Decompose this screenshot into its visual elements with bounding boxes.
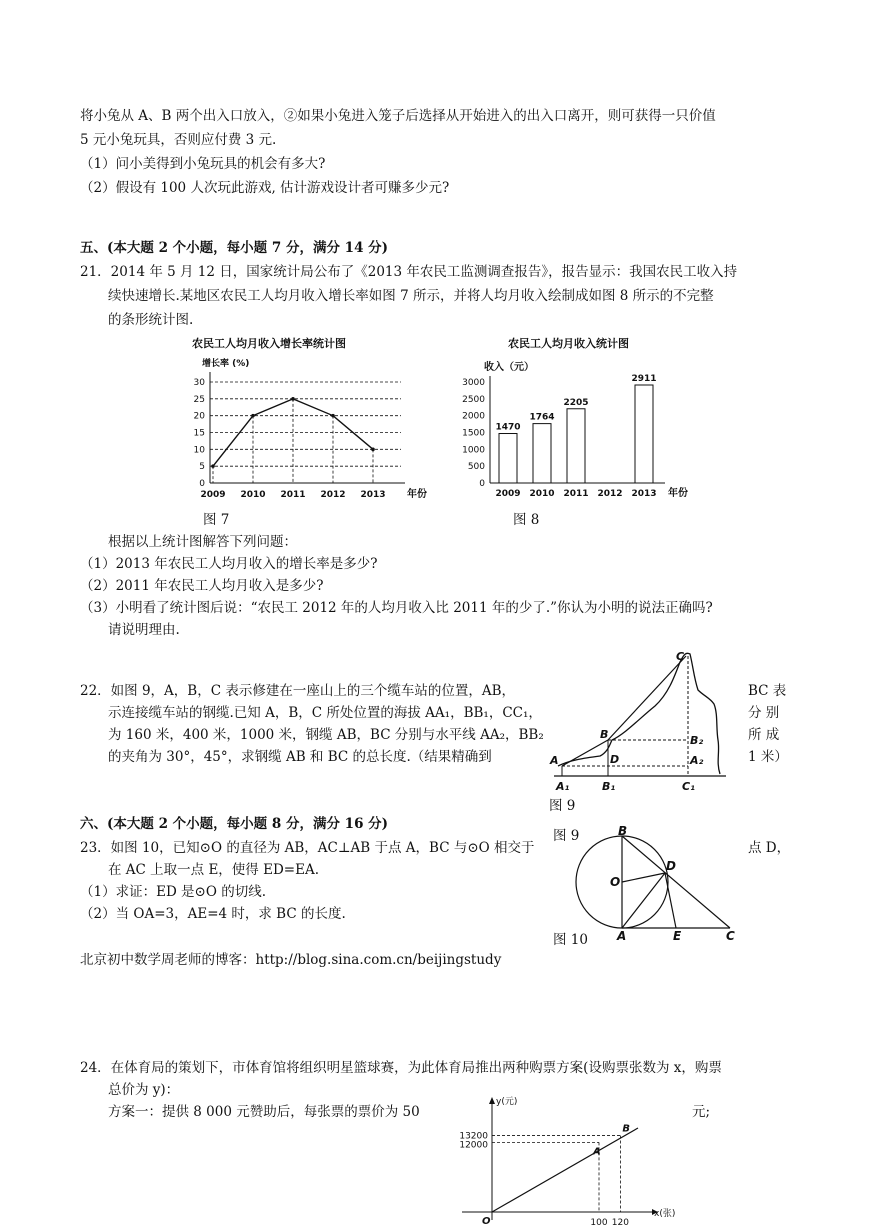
y-tick-label: 1500	[462, 428, 485, 439]
data-point	[291, 397, 295, 401]
problem-21-line: 21．2014 年 5 月 12 日，国家统计局公布了《2013 年农民工监测调查报告》，报告显示：我国农民工收入持	[80, 264, 738, 280]
label-d: D	[666, 859, 676, 873]
y-tick-label: 15	[193, 428, 205, 439]
ticket-price-graph	[440, 1092, 690, 1228]
problem-22-line: 的夹角为 30°，45°，求钢缆 AB 和 BC 的总长度.（结果精确到	[108, 749, 492, 765]
question-3-cont: 请说明理由.	[108, 622, 180, 638]
bar	[635, 385, 653, 483]
y-tick-label: 30	[193, 378, 205, 388]
y-axis-label: 收入（元）	[484, 362, 534, 373]
figure-10-caption: 图 10	[553, 932, 588, 948]
data-point	[331, 414, 335, 418]
chart-title: 农民工人均月收入统计图	[508, 337, 629, 350]
x-tick-label: 2011	[563, 489, 589, 499]
chart-title: 农民工人均月收入增长率统计图	[192, 337, 346, 350]
data-point	[371, 448, 375, 452]
segment-bc	[622, 836, 730, 928]
x-tick-label: 2010	[529, 489, 555, 499]
y-tick-label: 13200	[459, 1131, 488, 1142]
bar-value-label: 2205	[563, 397, 589, 408]
x-tick-label: 2010	[240, 490, 266, 500]
y-tick-label: 10	[193, 445, 205, 456]
x-axis-label: x(张)	[654, 1209, 676, 1219]
label-b: B	[600, 728, 609, 741]
figure-7-caption: 图 7	[203, 512, 230, 528]
y-tick-label: 25	[193, 394, 205, 405]
income-bar-chart	[450, 330, 700, 505]
question-1: （1）2013 年农民工人均月收入的增长率是多少?	[80, 556, 378, 572]
cable-ab	[562, 740, 608, 766]
figure-9-caption: 图 9	[549, 798, 576, 814]
y-tick-label: 12000	[459, 1140, 488, 1151]
data-point	[251, 414, 255, 418]
label-a: A	[550, 754, 559, 767]
figure-8-caption: 图 8	[513, 512, 540, 528]
problem-22-line-right: 所 成	[748, 727, 780, 743]
label-e: E	[673, 929, 682, 943]
label-a1: A₁	[556, 780, 570, 793]
label-c1: C₁	[682, 780, 695, 793]
label-c: C	[676, 650, 685, 663]
x-tick-label: 120	[611, 1218, 629, 1228]
price-line	[492, 1128, 638, 1212]
question-3: （3）小明看了统计图后说：“农民工 2012 年的人均月收入比 2011 年的少了.”你认为小明的说法正确吗?	[80, 600, 713, 616]
text-line: 将小兔从 A、B 两个出入口放入，②如果小兔进入笼子后选择从开始进入的出入口离开，则可获得一只价值	[80, 108, 716, 124]
x-tick-label: 2009	[495, 489, 521, 499]
y-tick-label: 1000	[462, 445, 485, 456]
label-o: O	[610, 875, 621, 889]
problem-23-line-right: 点 D，	[748, 840, 791, 856]
x-tick-label: 2012	[597, 489, 623, 499]
problem-22-line: 示连接缆车站的钢缆.已知 A，B，C 所处位置的海拔 AA₁，BB₁，CC₁，	[108, 705, 542, 721]
text-line: 5 元小兔玩具，否则应付费 3 元.	[80, 132, 277, 148]
figure-9-mountain	[550, 648, 750, 798]
problem-24-line: 24．在体育局的策划下，市体育馆将组织明星篮球赛，为此体育局推出两种购票方案(设购票张数为 x，购票	[80, 1060, 722, 1076]
label-a: A	[617, 929, 627, 943]
point-label: B	[622, 1123, 631, 1135]
y-tick-label: 2000	[462, 411, 485, 422]
point-label: A	[593, 1146, 601, 1158]
label-b: B	[618, 824, 628, 838]
problem-23-q1: （1）求证：ED 是⊙O 的切线.	[80, 884, 267, 900]
cable-bc	[608, 656, 686, 740]
section-6-heading: 六、(本大题 2 个小题，每小题 8 分，满分 16 分)	[80, 816, 389, 832]
x-tick-label: 2012	[320, 490, 346, 500]
problem-23-line: 23．如图 10，已知⊙O 的直径为 AB，AC⊥AB 于点 A，BC 与⊙O 相交于	[80, 840, 535, 856]
y-tick-label: 0	[199, 479, 205, 489]
bar	[567, 409, 585, 483]
problem-24-line-right: 元;	[692, 1104, 711, 1120]
x-tick-label: 100	[590, 1218, 608, 1228]
origin-label: O	[482, 1216, 491, 1227]
growth-rate-line-chart	[170, 330, 427, 505]
bar	[533, 424, 551, 483]
problem-22-line-right: 1 米）	[748, 749, 788, 765]
question-2: （2）假设有 100 人次玩此游戏, 估计游戏设计者可赚多少元?	[80, 180, 450, 196]
instruction: 根据以上统计图解答下列问题：	[108, 534, 297, 550]
y-axis-label: y(元)	[496, 1097, 518, 1107]
y-tick-label: 2500	[462, 394, 485, 405]
label-d: D	[610, 753, 620, 766]
y-tick-label: 20	[193, 411, 205, 422]
problem-22-line-right: 分 别	[748, 705, 780, 721]
problem-24-line: 方案一：提供 8 000 元赞助后，每张票的票价为 50	[108, 1104, 420, 1120]
y-tick-label: 3000	[462, 378, 485, 388]
label-a2: A₂	[690, 754, 704, 767]
label-b1: B₁	[602, 780, 616, 793]
problem-24-line: 总价为 y)：	[108, 1082, 180, 1098]
problem-21-line: 续快速增长.某地区农民工人均月收入增长率如图 7 所示，并将人均月收入绘制成如图 8 所示的不完整	[108, 288, 714, 304]
x-tick-label: 2011	[280, 490, 306, 500]
x-axis-label: 年份	[668, 488, 688, 499]
section-5-heading: 五、(本大题 2 个小题，每小题 7 分，满分 14 分)	[80, 240, 389, 256]
question-1: （1）问小美得到小兔玩具的机会有多大?	[80, 156, 326, 172]
problem-21-line: 的条形统计图.	[108, 312, 194, 328]
bar-value-label: 2911	[631, 373, 657, 384]
bar-value-label: 1470	[495, 422, 521, 433]
y-tick-label: 5	[199, 462, 205, 473]
blog-footer: 北京初中数学周老师的博客：http://blog.sina.com.cn/beijingstudy	[80, 952, 502, 968]
problem-22-line: 22．如图 9，A，B，C 表示修建在一座山上的三个缆车站的位置，AB，	[80, 683, 516, 699]
y-axis-arrow	[489, 1097, 495, 1104]
x-tick-label: 2013	[631, 489, 657, 499]
label-b2: B₂	[690, 734, 704, 747]
bar	[499, 434, 517, 483]
bar-value-label: 1764	[529, 412, 555, 423]
problem-22-line: 为 160 米，400 米，1000 米，钢缆 AB，BC 分别与水平线 AA₂，BB₂	[108, 727, 544, 743]
x-tick-label: 2009	[200, 490, 226, 500]
problem-23-line: 在 AC 上取一点 E，使得 ED=EA.	[108, 862, 319, 878]
y-tick-label: 0	[479, 479, 485, 489]
x-tick-label: 2013	[360, 490, 386, 500]
question-2: （2）2011 年农民工人均月收入是多少?	[80, 578, 324, 594]
y-tick-label: 500	[467, 462, 485, 473]
label-c: C	[726, 929, 735, 943]
problem-22-line-right: BC 表	[748, 683, 787, 699]
y-axis-label: 增长率 (%)	[202, 359, 250, 369]
figure-9-caption-repeat: 图 9	[553, 828, 580, 844]
problem-23-q2: （2）当 OA=3，AE=4 时，求 BC 的长度.	[80, 906, 346, 922]
data-point	[211, 464, 215, 468]
x-axis-label: 年份	[407, 489, 427, 500]
figure-10-circle	[570, 824, 745, 943]
